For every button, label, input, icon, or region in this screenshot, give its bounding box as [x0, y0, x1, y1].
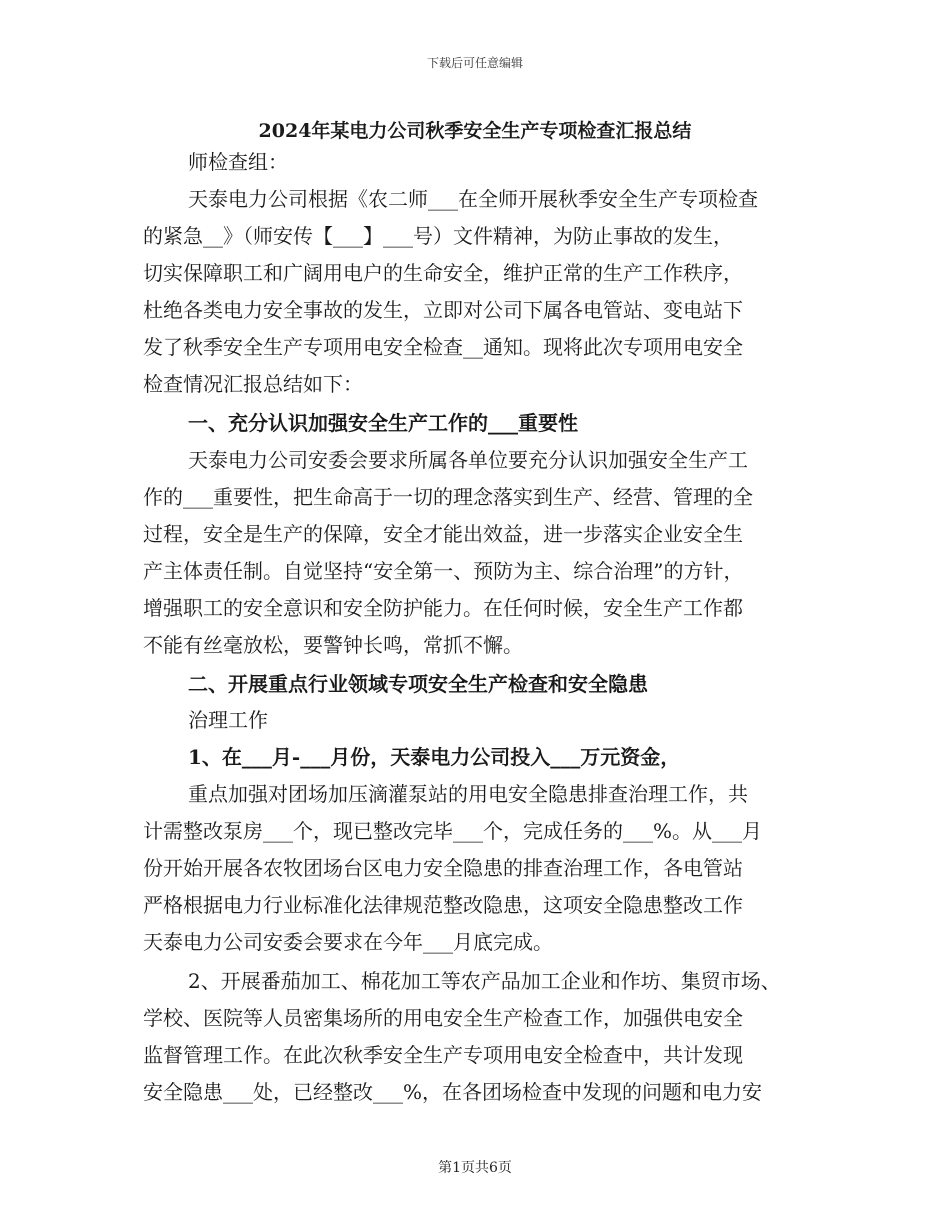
- body-line: 产主体责任制。自觉坚持“安全第一、预防为主、综合治理”的方针，: [143, 559, 744, 583]
- section-heading-2: 二、开展重点行业领域专项安全生产检查和安全隐患: [188, 672, 648, 696]
- body-line: 天泰电力公司安委会要求在今年___月底完成。: [143, 930, 553, 954]
- salutation: 师检查组：: [188, 150, 288, 174]
- page-header-note: 下载后可任意编辑: [426, 56, 523, 70]
- section-heading-1: 一、充分认识加强安全生产工作的___重要性: [188, 411, 578, 435]
- body-line: 发了秋季安全生产专项用电安全检查__通知。现将此次专项用电安全: [143, 335, 743, 359]
- section-heading-2-cont: 治理工作: [188, 708, 268, 732]
- body-line: 计需整改泵房___个，现已整改完毕___个，完成任务的___%。从___月: [143, 819, 763, 843]
- body-line: 重点加强对团场加压滴灌泵站的用电安全隐患排查治理工作，共: [188, 782, 748, 806]
- body-line: 严格根据电力行业标准化法律规范整改隐患，这项安全隐患整改工作: [143, 893, 743, 917]
- body-line: 学校、医院等人员密集场所的用电安全生产检查工作，加强供电安全: [143, 1006, 743, 1030]
- body-line: 过程，安全是生产的保障，安全才能出效益，进一步落实企业安全生: [143, 522, 743, 546]
- subsection-heading-1: 1、在___月-___月份，天泰电力公司投入___万元资金，: [188, 745, 681, 769]
- body-line: 安全隐患___处，已经整改___%，在各团场检查中发现的问题和电力安: [143, 1080, 763, 1104]
- body-line: 天泰电力公司根据《农二师___在全师开展秋季安全生产专项检查: [188, 187, 758, 211]
- body-line: 切实保障职工和广阔用电户的生命安全，维护正常的生产工作秩序，: [143, 261, 743, 285]
- body-line: 不能有丝毫放松，要警钟长鸣，常抓不懈。: [143, 633, 523, 657]
- body-line: 作的___重要性，把生命高于一切的理念落实到生产、经营、管理的全: [143, 485, 753, 509]
- page-number: 第1页共6页: [438, 1160, 512, 1176]
- body-line: 监督管理工作。在此次秋季安全生产专项用电安全检查中，共计发现: [143, 1043, 743, 1067]
- body-line: 的紧急__》（师安传【___】___号）文件精神，为防止事故的发生，: [143, 224, 733, 248]
- body-line: 2、开展番茄加工、棉花加工等农产品加工企业和作坊、集贸市场、: [188, 969, 781, 993]
- body-line: 天泰电力公司安委会要求所属各单位要充分认识加强安全生产工: [188, 448, 748, 472]
- body-line: 检查情况汇报总结如下：: [143, 372, 363, 396]
- body-line: 杜绝各类电力安全事故的发生，立即对公司下属各电管站、变电站下: [143, 298, 743, 322]
- body-line: 份开始开展各农牧团场台区电力安全隐患的排查治理工作，各电管站: [143, 856, 743, 880]
- body-line: 增强职工的安全意识和安全防护能力。在任何时候，安全生产工作都: [143, 596, 743, 620]
- document-title: 2024年某电力公司秋季安全生产专项检查汇报总结: [258, 120, 692, 142]
